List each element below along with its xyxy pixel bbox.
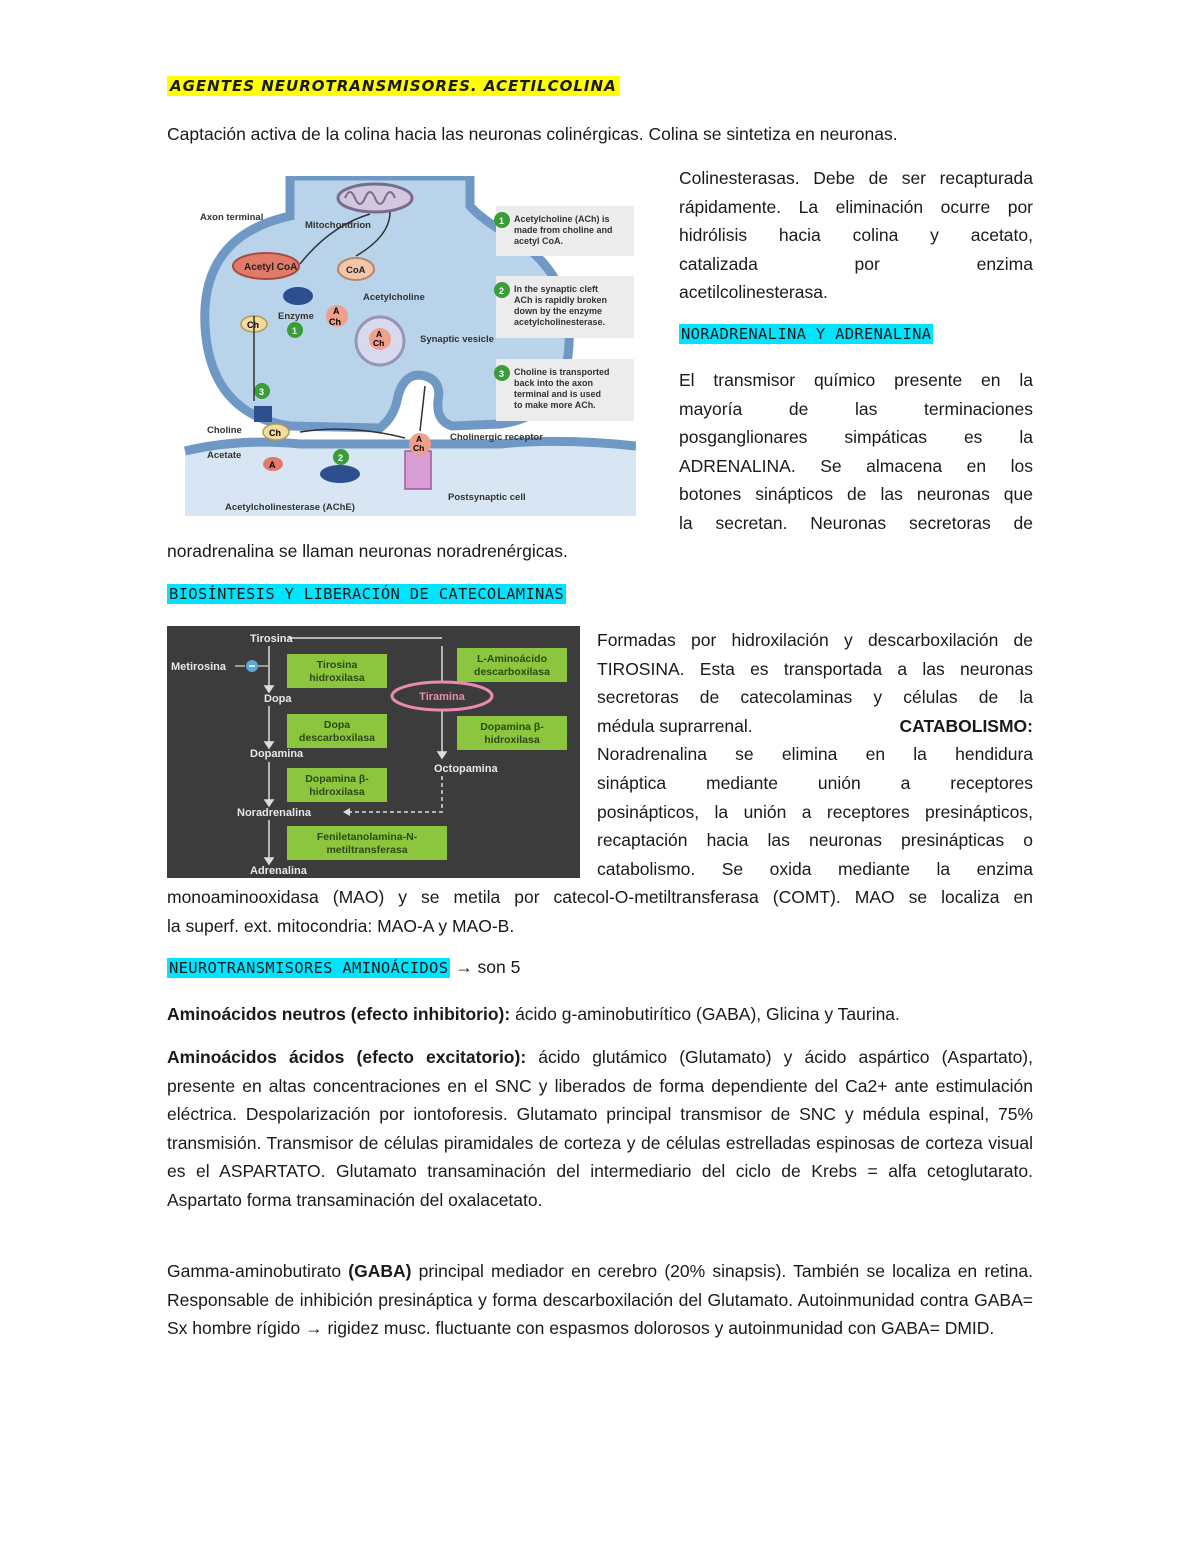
- right-col-1-line-3: hidrólisis hacia colina y acetato,: [679, 225, 1033, 246]
- cholinergic-receptor-label: Cholinergic receptor: [450, 432, 543, 443]
- step1-badge: 1: [292, 326, 298, 336]
- step2-line4: acetylcholinesterase.: [514, 317, 606, 327]
- svg-text:Axon terminal: [200, 212, 263, 223]
- mao-text: [167, 883, 1033, 940]
- acetylcholine-synapse-figure: [180, 176, 636, 516]
- ache-label: Acetylcholinesterase (AChE): [225, 502, 355, 513]
- right-col-1-line-1: Colinesterasas. Debe de ser recapturada: [679, 168, 1033, 188]
- cat-line-1: Formadas por hidroxilación y descarboxilación de: [597, 630, 1033, 650]
- step2-line3: down by the enzyme: [514, 306, 603, 316]
- dopamina-b-hidroxilasa-line2: hidroxilasa: [309, 786, 365, 798]
- ch-label-2: Ch: [247, 320, 259, 330]
- gaba-pre: Gamma-aminobutirato: [167, 1261, 349, 1281]
- right-col-2-line-1: El transmisor químico presente en la: [679, 370, 1033, 390]
- acetate-label: Acetate: [207, 450, 242, 461]
- catabolismo-label: CATABOLISMO:: [899, 715, 1033, 736]
- feniletanolamina-line2: metiltransferasa: [326, 844, 408, 856]
- aminoacidos-suffix: → son 5: [450, 957, 521, 977]
- dopa-descarboxilasa-line1: Dopa: [323, 719, 351, 731]
- gaba-paragraph: [167, 1257, 1033, 1343]
- right-col-2-line-2: mayoría de las terminaciones: [679, 398, 1033, 419]
- svg-text:Synaptic vesicle: [420, 334, 494, 345]
- dopamina-b-hidroxilasa-line1: Dopamina β-: [305, 773, 369, 785]
- acidos-text: ácido glutámico (Glutamato) y ácido aspártico (Aspartato), presente en altas concentraciones en el SNC y liberados de forma dependiente del Ca2+ ante estimulación eléctrica. Despolarización por iontoforesis. Glutamato principal transmisor de SNC y médula espinal, 75% transmisión. Transmisor de células piramidales de corteza y de células estrelladas espinosas de corteza visual es el ASPARTATO. Glutamato transaminación del intermediario del ciclo de Krebs = alfa cetoglutarato. Aspartato forma transaminación del oxalacetato.: [167, 1047, 1034, 1210]
- section-noradrenalina-heading: NORADRENALINA Y ADRENALINA: [681, 325, 932, 343]
- right-col-2-line-6: la secretan. Neuronas secretoras de: [679, 512, 1033, 533]
- right-col-2-line-5: botones sinápticos de las neuronas que: [679, 484, 1033, 505]
- dopamina-label: Dopamina: [250, 748, 304, 760]
- a-label-5: A: [269, 460, 276, 470]
- postsynaptic-cell-label: Postsynaptic cell: [448, 492, 526, 503]
- noradrenalina-label: Noradrenalina: [237, 807, 311, 819]
- l-aminoacido-line1: L-Aminoácido: [477, 653, 547, 665]
- cat-line-6: sináptica mediante unión a receptores: [597, 772, 1033, 793]
- tiramina-label: Tiramina: [419, 691, 465, 703]
- l-aminoacido-line2: descarboxilasa: [474, 666, 550, 678]
- step3-line1: Choline is transported: [514, 367, 610, 377]
- neutros-label: Aminoácidos neutros (efecto inhibitorio):: [167, 1004, 511, 1024]
- a-label-6: A: [416, 434, 423, 444]
- ch-label-4: Ch: [269, 428, 281, 438]
- right-col-2-line-4: ADRENALINA. Se almacena en los: [679, 455, 1033, 476]
- catecholamine-text: [597, 626, 1033, 883]
- tirosina-hidroxilasa-line1: Tirosina: [316, 659, 358, 671]
- choline-label: Choline: [207, 425, 242, 436]
- cat-line-4-text: médula suprarrenal.: [597, 715, 753, 736]
- cat-line-4: [597, 712, 1033, 741]
- step2-line2: ACh is rapidly broken: [514, 295, 608, 305]
- cat-line-2: TIROSINA. Esta es transportada a las neuronas: [597, 658, 1033, 679]
- neutros-text: ácido g-aminobutirítico (GABA), Glicina y Taurina.: [510, 1004, 900, 1024]
- mao-line-2: la superf. ext. mitocondria: MAO-A y MAO-B.: [167, 915, 515, 936]
- step3-line2: back into the axon: [514, 378, 594, 388]
- dopamina-b-hidroxilasa-2-line1: Dopamina β-: [480, 721, 544, 733]
- step2-box-badge: 2: [499, 286, 505, 296]
- cat-line-8: recaptación hacia las neuronas presinápticas o: [597, 830, 1033, 851]
- cholinesterase-text: [679, 164, 1033, 307]
- adrenalina-label: Adrenalina: [250, 865, 307, 877]
- acidos-label: Aminoácidos ácidos (efecto excitatorio):: [167, 1047, 527, 1067]
- step2-line1: In the synaptic cleft: [514, 284, 599, 294]
- step1-line2: made from choline and: [514, 225, 613, 235]
- axon-terminal-label: Axon terminal: [200, 212, 264, 223]
- noradrenergic-line: noradrenalina se llaman neuronas noradrenérgicas.: [167, 541, 568, 561]
- acidos-paragraph: [167, 1043, 1033, 1215]
- dopa-descarboxilasa-line2: descarboxilasa: [299, 732, 375, 744]
- a-label-3: A: [376, 329, 383, 339]
- feniletanolamina-line1: Feniletanolamina-N-: [316, 831, 418, 843]
- acetylcholine-label: Acetylcholine: [363, 292, 425, 303]
- cat-line-9: catabolismo. Se oxida mediante la enzima: [597, 858, 1033, 879]
- step2-badge: 2: [338, 453, 344, 463]
- dopa-label: Dopa: [264, 693, 292, 705]
- acetyl-coa-label: Acetyl CoA: [244, 262, 298, 273]
- octopamina-label: Octopamina: [434, 763, 498, 775]
- ch-label-6: Ch: [413, 443, 425, 453]
- adrenalina-text: [679, 366, 1033, 538]
- step3-badge: 3: [259, 387, 265, 397]
- tirosina-label: Tirosina: [250, 633, 293, 645]
- gaba-label: (GABA): [348, 1261, 412, 1281]
- right-col-1-line-5: acetilcolinesterasa.: [679, 282, 828, 303]
- enzyme-label: Enzyme: [278, 311, 314, 322]
- neutros-paragraph: [167, 1000, 1033, 1029]
- right-col-1-line-4: catalizada por enzima: [679, 253, 1033, 274]
- gaba-text: principal mediador en cerebro (20% sinapsis). También se localiza en retina. Responsable de inhibición presináptica y forma descarboxilación del Glutamato. Autoinmunidad contra GABA= Sx hombre rígido → rigidez musc. fluctuante con espasmos dolorosos y autoinmunidad con GABA= DMID.: [167, 1261, 1033, 1339]
- cat-line-7: posinápticos, la unión a receptores presinápticos,: [597, 801, 1033, 822]
- metirosina-label: Metirosina: [171, 661, 227, 673]
- mitochondrion-label: Mitochondrion: [305, 220, 371, 231]
- section-aminoacidos-heading: [167, 957, 520, 978]
- mao-line-1: monoaminooxidasa (MAO) y se metila por catecol-O-metiltransferasa (COMT). MAO se localiza en: [167, 887, 1033, 907]
- right-col-1-line-2: rápidamente. La eliminación ocurre por: [679, 196, 1033, 217]
- step3-line3: terminal and is used: [514, 389, 602, 399]
- aminoacidos-heading-text: NEUROTRANSMISORES AMINOÁCIDOS: [169, 959, 449, 977]
- page-title: AGENTES NEUROTRANSMISORES. ACETILCOLINA: [167, 76, 620, 96]
- step1-box-badge: 1: [499, 216, 505, 226]
- right-col-2-line-3: posganglionares simpáticas es la: [679, 427, 1033, 448]
- step1-line3: acetyl CoA.: [514, 236, 564, 246]
- a-label: A: [333, 306, 340, 316]
- cat-line-5: Noradrenalina se elimina en la hendidura: [597, 744, 1033, 765]
- ch-label: Ch: [329, 317, 341, 327]
- step3-line4: to make more ACh.: [514, 400, 596, 410]
- catecholamine-synthesis-figure: [167, 626, 580, 878]
- intro-paragraph: Captación activa de la colina hacia las neuronas colinérgicas. Colina se sintetiza en neuronas.: [167, 124, 898, 144]
- step3-box-badge: 3: [499, 369, 505, 379]
- dopamina-b-hidroxilasa-2-line2: hidroxilasa: [484, 734, 540, 746]
- ch-label-3: Ch: [373, 338, 385, 348]
- tirosina-hidroxilasa-line2: hidroxilasa: [309, 672, 365, 684]
- coa-label: CoA: [346, 265, 366, 276]
- cat-line-3: secretoras de catecolaminas y células de la: [597, 687, 1033, 708]
- section-biosintesis-heading: BIOSÍNTESIS Y LIBERACIÓN DE CATECOLAMINAS: [169, 585, 564, 603]
- step1-line1: Acetylcholine (ACh) is: [514, 214, 610, 224]
- synaptic-vesicle-label: Synaptic vesicle: [420, 334, 494, 345]
